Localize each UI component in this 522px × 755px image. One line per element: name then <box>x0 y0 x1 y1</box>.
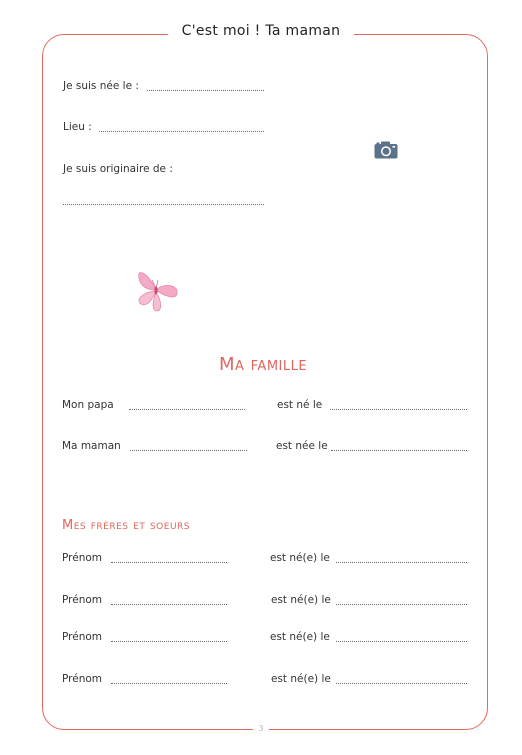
page-number: 3 <box>0 724 522 733</box>
mom-label: Ma maman <box>62 440 121 452</box>
siblings-section-title: Mes frères et soeurs <box>62 518 191 533</box>
dad-label: Mon papa <box>62 399 114 411</box>
butterfly-icon <box>133 268 181 314</box>
sibling-2-born-label: est né(e) le <box>271 594 331 606</box>
sibling-3-name-field[interactable] <box>111 641 227 642</box>
sibling-4-born-field[interactable] <box>336 683 467 684</box>
sibling-1-name-field[interactable] <box>111 562 227 563</box>
sibling-1-born-label: est né(e) le <box>270 552 330 564</box>
sibling-2-born-field[interactable] <box>336 604 467 605</box>
page-frame <box>42 34 488 730</box>
born-label: Je suis née le : <box>63 80 139 92</box>
mom-born-field[interactable] <box>331 450 467 451</box>
sibling-4-born-label: est né(e) le <box>271 673 331 685</box>
page-title: C'est moi ! Ta maman <box>0 23 522 39</box>
sibling-3-label: Prénom <box>62 631 103 643</box>
sibling-3-born-label: est né(e) le <box>270 631 330 643</box>
dad-name-field[interactable] <box>129 409 245 410</box>
sibling-4-label: Prénom <box>62 673 103 685</box>
family-section-title: Ma famille <box>219 354 308 375</box>
dad-born-label: est né le <box>277 399 323 411</box>
place-label: Lieu : <box>63 121 92 133</box>
sibling-2-label: Prénom <box>62 594 103 606</box>
sibling-1-born-field[interactable] <box>336 562 467 563</box>
mom-born-label: est née le <box>276 440 328 452</box>
origin-field[interactable] <box>63 204 264 205</box>
origin-label: Je suis originaire de : <box>63 163 173 175</box>
born-date-field[interactable] <box>147 90 264 91</box>
mom-name-field[interactable] <box>130 450 247 451</box>
sibling-2-name-field[interactable] <box>111 604 227 605</box>
place-field[interactable] <box>99 131 264 132</box>
dad-born-field[interactable] <box>330 409 467 410</box>
sibling-3-born-field[interactable] <box>336 641 467 642</box>
sibling-1-label: Prénom <box>62 552 103 564</box>
camera-icon[interactable] <box>374 141 398 159</box>
sibling-4-name-field[interactable] <box>111 683 227 684</box>
